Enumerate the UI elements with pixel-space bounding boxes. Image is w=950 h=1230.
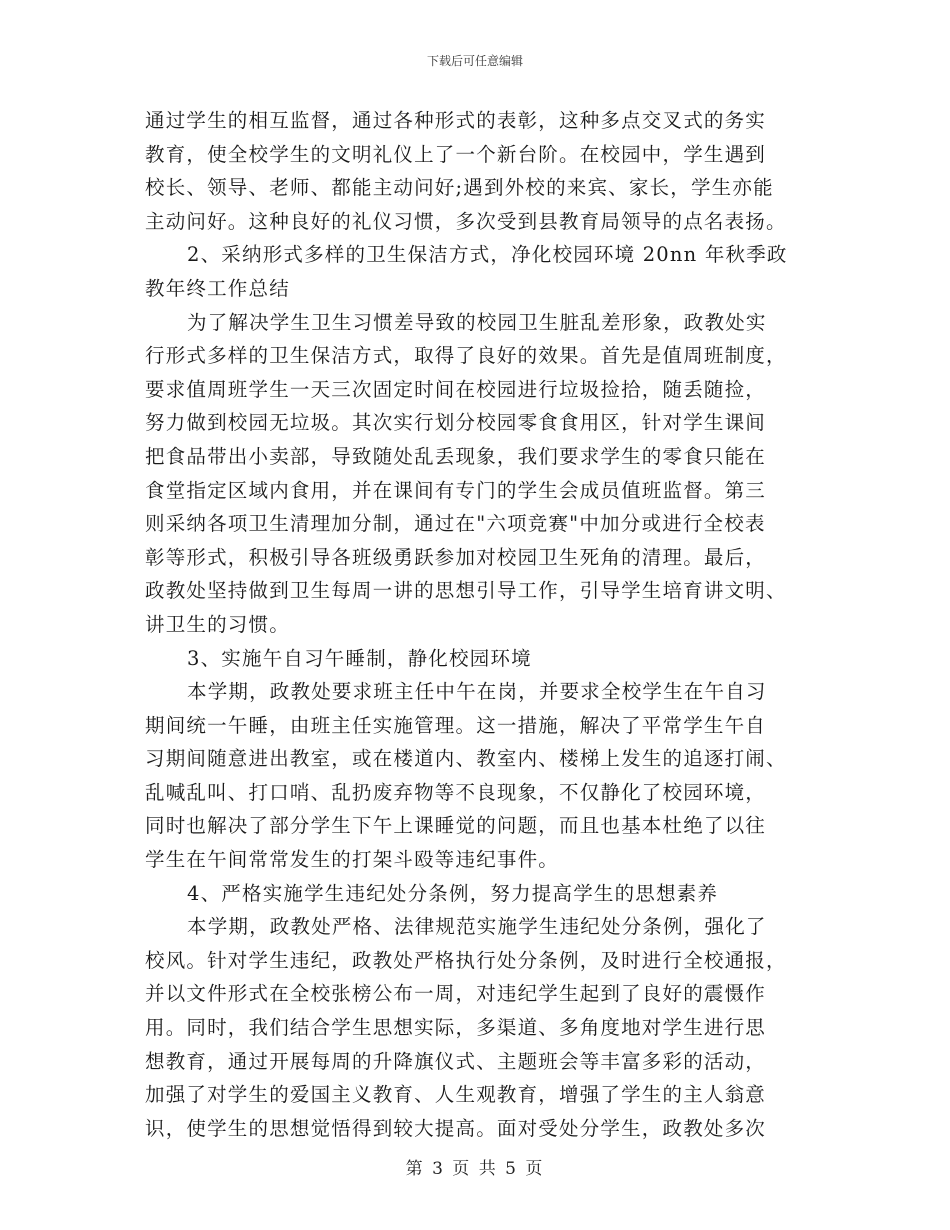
text-line: 校风。针对学生违纪，政教处严格执行处分条例，及时进行全校通报， [145, 948, 787, 972]
text-line: 校长、领导、老师、都能主动问好;遇到外校的来宾、家长，学生亦能 [145, 176, 774, 200]
document-body [145, 104, 815, 1145]
page-footer: 第 3 页 共 5 页 [405, 1159, 545, 1179]
text-line: 要求值周班学生一天三次固定时间在校园进行垃圾捡拾，随丢随捡， [145, 377, 767, 401]
text-line: 教年终工作总结 [145, 276, 290, 300]
text-line: 并以文件形式在全校张榜公布一周，对违纪学生起到了良好的震慑作 [145, 982, 767, 1006]
text-line: 3、实施午自习午睡制，静化校园环境 [187, 646, 532, 670]
text-line: 食堂指定区域内食用，并在课间有专门的学生会成员值班监督。第三 [145, 478, 767, 502]
text-line: 通过学生的相互监督，通过各种形式的表彰，这种多点交叉式的务实 [145, 109, 767, 132]
text-line: 努力做到校园无垃圾。其次实行划分校园零食食用区，针对学生课间 [145, 411, 767, 435]
text-line: 4、严格实施学生违纪处分条例，努力提高学生的思想素养 [187, 881, 719, 905]
text-line: 2、采纳形式多样的卫生保洁方式，净化校园环境 20nn 年秋季政 [187, 243, 788, 267]
text-line: 同时也解决了部分学生下午上课睡觉的问题，而且也基本杜绝了以往 [145, 814, 767, 838]
text-line: 学生在午间常常发生的打架斗殴等违纪事件。 [145, 848, 560, 872]
page-header: 下载后可任意编辑 [426, 54, 523, 68]
text-line: 加强了对学生的爱国主义教育、人生观教育，增强了学生的主人翁意 [145, 1083, 767, 1107]
text-line: 识，使学生的思想觉悟得到较大提高。面对受处分学生，政教处多次 [145, 1116, 767, 1140]
text-line: 则采纳各项卫生清理加分制，通过在"六项竞赛"中加分或进行全校表 [145, 512, 766, 536]
text-line: 主动问好。这种良好的礼仪习惯，多次受到县教育局领导的点名表扬。 [145, 209, 787, 233]
text-line: 本学期，政教处要求班主任中午在岗，并要求全校学生在午自习 [187, 680, 767, 704]
text-line: 为了解决学生卫生习惯差导致的校园卫生脏乱差形象，政教处实 [187, 310, 767, 334]
text-line: 讲卫生的习惯。 [145, 612, 290, 636]
text-line: 行形式多样的卫生保洁方式，取得了良好的效果。首先是值周班制度， [145, 344, 787, 368]
text-line: 本学期，政教处严格、法律规范实施学生违纪处分条例，强化了 [187, 915, 767, 939]
text-line: 彰等形式，积极引导各班级勇跃参加对校园卫生死角的清理。最后， [145, 545, 767, 569]
text-line: 乱喊乱叫、打口哨、乱扔废弃物等不良现象，不仅静化了校园环境， [145, 780, 767, 804]
text-line: 把食品带出小卖部，导致随处乱丢现象，我们要求学生的零食只能在 [145, 444, 767, 468]
text-line: 期间统一午睡，由班主任实施管理。这一措施，解决了平常学生午自 [145, 713, 767, 737]
text-line: 政教处坚持做到卫生每周一讲的思想引导工作，引导学生培育讲文明、 [145, 579, 787, 603]
text-line: 想教育，通过开展每周的升降旗仪式、主题班会等丰富多彩的活动， [145, 1049, 767, 1073]
text-line: 习期间随意进出教室，或在楼道内、教室内、楼梯上发生的追逐打闹、 [145, 747, 787, 771]
text-line: 教育，使全校学生的文明礼仪上了一个新台阶。在校园中，学生遇到 [145, 142, 767, 166]
text-line: 用。同时，我们结合学生思想实际，多渠道、多角度地对学生进行思 [145, 1016, 767, 1040]
